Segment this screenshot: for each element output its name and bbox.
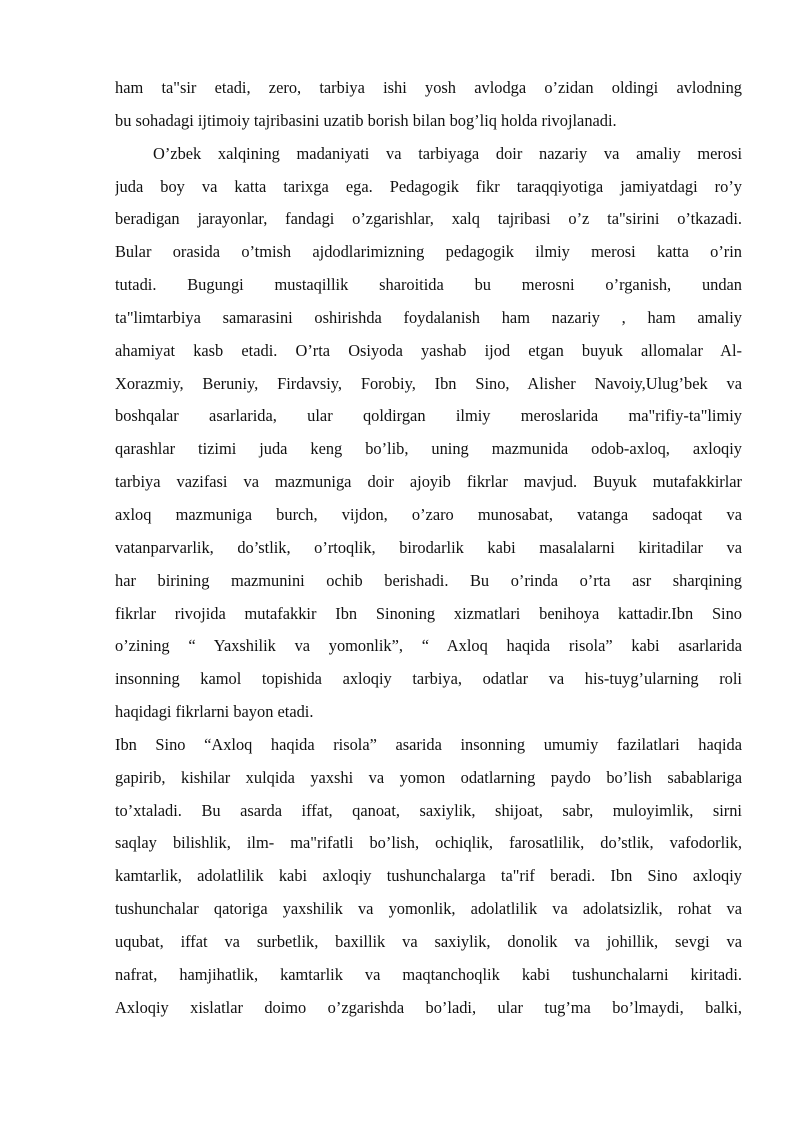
text-line: ahamiyat kasb etadi. O’rta Osiyoda yashab ijod etgan buyuk allomalar Al- (115, 340, 742, 360)
text-line: Axloqiy xislatlar doimo o’zgarishda bo’ladi, ular tug’ma bo’lmaydi, balki, (115, 997, 742, 1017)
text-line: axloq mazmuniga burch, vijdon, o’zaro munosabat, vatanga sadoqat va (115, 504, 742, 524)
text-line: juda boy va katta tarixga ega. Pedagogik fikr taraqqiyotiga jamiyatdagi ro’y (115, 176, 742, 196)
text-line: uqubat, iffat va surbetlik, baxillik va saxiylik, donolik va johillik, sevgi va (115, 931, 742, 951)
text-line: to’xtaladi. Bu asarda iffat, qanoat, saxiylik, shijoat, sabr, muloyimlik, sirni (115, 800, 742, 820)
text-line: Xorazmiy, Beruniy, Firdavsiy, Forobiy, Ibn Sino, Alisher Navoiy,Ulug’bek va (115, 373, 742, 393)
text-line: o’zining “ Yaxshilik va yomonlik”, “ Axloq haqida risola” kabi asarlarida (115, 636, 742, 656)
text-line: ta"limtarbiya samarasini oshirishda foydalanish ham nazariy , ham amaliy (115, 307, 742, 327)
body-text (115, 72, 742, 1024)
text-line: saqlay bilishlik, ilm- ma"rifatli bo’lish, ochiqlik, farosatlilik, do’stlik, vafodorlik, (115, 833, 742, 853)
text-line: kamtarlik, adolatlilik kabi axloqiy tushunchalarga ta"rif beradi. Ibn Sino axloqiy (115, 866, 742, 886)
text-line: bu sohadagi ijtimoiy tajribasini uzatib borish bilan bog’liq holda rivojlanadi. (115, 110, 617, 130)
text-line: tarbiya vazifasi va mazmuniga doir ajoyib fikrlar mavjud. Buyuk mutafakkirlar (115, 472, 742, 492)
text-line: vatanparvarlik, do’stlik, o’rtoqlik, birodarlik kabi masalalarni kiritadilar va (115, 537, 742, 557)
text-line: Ibn Sino “Axloq haqida risola” asarida insonning umumiy fazilatlari haqida (115, 734, 742, 754)
text-line: tutadi. Bugungi mustaqillik sharoitida bu merosni o’rganish, undan (115, 275, 742, 295)
text-line: Bular orasida o’tmish ajdodlarimizning pedagogik ilmiy merosi katta o’rin (115, 242, 742, 262)
text-line: beradigan jarayonlar, fandagi o’zgarishlar, xalq tajribasi o’z ta"sirini o’tkazadi. (115, 209, 742, 229)
text-line: tushunchalar qatoriga yaxshilik va yomonlik, adolatlilik va adolatsizlik, rohat va (115, 899, 742, 919)
text-line: fikrlar rivojida mutafakkir Ibn Sinoning xizmatlari benihoya kattadir.Ibn Sino (115, 603, 742, 623)
text-line: ham ta"sir etadi, zero, tarbiya ishi yosh avlodga o’zidan oldingi avlodning (115, 78, 742, 97)
text-line: O’zbek xalqining madaniyati va tarbiyaga doir nazariy va amaliy merosi (153, 143, 742, 163)
text-line: qarashlar tizimi juda keng bo’lib, uning mazmunida odob-axloq, axloqiy (115, 439, 742, 459)
text-line: haqidagi fikrlarni bayon etadi. (115, 702, 314, 722)
text-line: nafrat, hamjihatlik, kamtarlik va maqtanchoqlik kabi tushunchalarni kiritadi. (115, 964, 742, 984)
text-line: har birining mazmunini ochib berishadi. Bu o’rinda o’rta asr sharqining (115, 570, 742, 590)
text-line: gapirib, kishilar xulqida yaxshi va yomon odatlarning paydo bo’lish sabablariga (115, 767, 742, 787)
text-line: insonning kamol topishida axloqiy tarbiya, odatlar va his-tuyg’ularning roli (115, 669, 742, 689)
text-line: boshqalar asarlarida, ular qoldirgan ilmiy meroslarida ma"rifiy-ta"limiy (115, 406, 742, 426)
